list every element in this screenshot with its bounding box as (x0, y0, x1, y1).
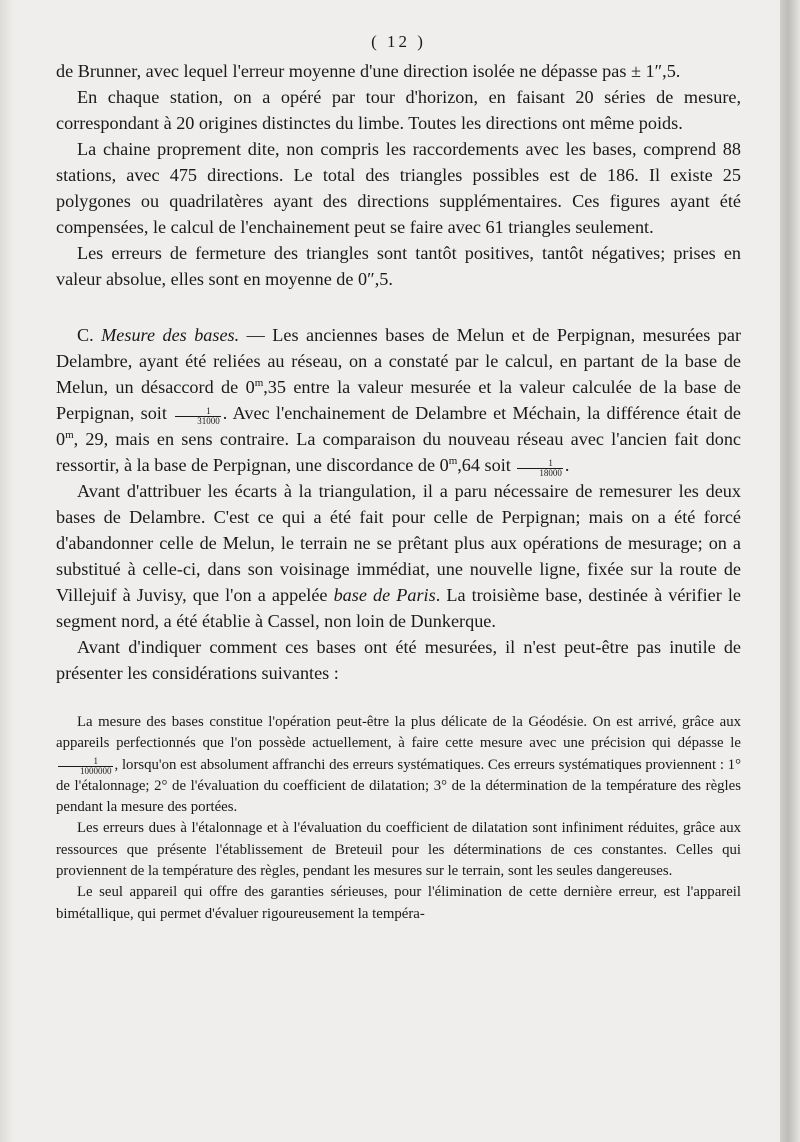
small-paragraph-1-text-a: La mesure des bases constitue l'opération peut-être la plus délicate de la Géodésie. On est arrivé, grâce aux appareils perfectionnés que l'on possède actuellement, à faire cette mesure avec une précision qui dépasse le (56, 714, 741, 752)
paragraph-2: En chaque station, on a opéré par tour d'horizon, en faisant 20 séries de mesure, correspondant à 20 origines distinctes du limbe. Toutes les directions ont même poids. (56, 87, 741, 133)
paragraph-4: Les erreurs de fermeture des triangles sont tantôt positives, tantôt négatives; prises en valeur absolue, elles sont en moyenne de 0″,5. (56, 243, 741, 289)
section-c-text-a: — Les anciennes bases de Melun et de Perpignan, mesurées par Delambre, ayant été reliées au réseau, on a constaté par le calcul, en partant de la base de Melun, un désaccord de 0 (56, 325, 741, 397)
small-paragraph-1 (56, 712, 741, 818)
section-c-text-d: , 29, mais en sens contraire. La comparaison du nouveau réseau avec l'ancien fait donc ressortir, à la base de Perpignan, une discordance de 0 (56, 429, 741, 475)
page-content (56, 32, 741, 925)
page-edge-right (780, 0, 800, 1142)
paragraph-section-c (56, 322, 741, 478)
section-title: Mesure des bases. (101, 325, 240, 345)
section-c-text-e: ,64 soit (457, 455, 516, 475)
paragraph-6-end: . La troisième base, destinée à vérifier le segment nord, a été établie à Cassel, non loin de Dunkerque. (56, 585, 741, 631)
section-c-text-f: . (564, 455, 570, 475)
fraction-2-numerator: 1 (517, 459, 563, 469)
fraction-3-numerator: 1 (58, 757, 113, 767)
fraction-1-denominator: 31000 (197, 416, 220, 426)
section-gap (56, 292, 741, 322)
fraction-1 (175, 407, 221, 426)
unit-m-3: m (448, 454, 458, 467)
small-paragraph-3: Le seul appareil qui offre des garanties sérieuses, pour l'élimination de cette dernière erreur, est l'appareil bimétallique, qui permet d'évaluer rigoureusement la tempéra- (56, 884, 741, 922)
section-label: C. (77, 325, 94, 345)
paragraph-3: La chaine proprement dite, non compris les raccordements avec les bases, comprend 88 stations, avec 475 directions. Le total des triangles possibles est de 186. Il existe 25 polygones ou quadrilatères ayant des directions supplémentaires. Ces figures ayant été compensées, le calcul de l'enchainement peut se faire avec 61 triangles seulement. (56, 139, 741, 237)
paragraph-7: Avant d'indiquer comment ces bases ont été mesurées, il n'est peut-être pas inutile de présenter les considérations suivantes : (56, 637, 741, 683)
paragraph-6 (56, 478, 741, 634)
fraction-1-numerator: 1 (175, 407, 221, 417)
section-c-text-c: . Avec l'enchainement de Delambre et Méchain, la différence était de 0 (56, 403, 741, 449)
fraction-3 (58, 757, 113, 776)
page-edge-left (0, 0, 14, 1142)
small-print-block (56, 712, 741, 925)
fraction-2 (517, 459, 563, 478)
fraction-3-denominator: 1000000 (80, 765, 112, 776)
paragraph-6-text: Avant d'attribuer les écarts à la triangulation, il a paru nécessaire de remesurer les deux bases de Delambre. C'est ce qui a été fait pour celle de Perpignan; mais on a été forcé d'abandonner celle de Melun, le terrain ne se prêtant plus aux opérations de mesurage; on a substitué à celle-ci, dans son voisinage immédiat, une nouvelle ligne, fixée sur la route de Villejuif à Juvisy, que l'on a appelée (56, 481, 741, 605)
fraction-2-denominator: 18000 (539, 468, 562, 478)
section-c-text-b: ,35 entre la valeur mesurée et la valeur calculée de la base de Perpignan, soit (56, 377, 741, 423)
unit-m-1: m (254, 376, 264, 389)
small-paragraph-1-text-b: , lorsqu'on est absolument affranchi des erreurs systématiques. Ces erreurs systématiques proviennent : 1° de l'étalonnage; 2° de l'évaluation du coefficient de dilatation; 3° de la détermination de la température des règles pendant la mesure des portées. (56, 756, 741, 816)
small-paragraph-2: Les erreurs dues à l'étalonnage et à l'évaluation du coefficient de dilatation sont infiniment réduites, grâce aux ressources que présente l'établissement de Breteuil pour les déterminations de ces constantes. Celles qui proviennent de la température des règles, pendant les mesures sur le terrain, sont les seules dangereuses. (56, 820, 741, 880)
unit-m-2: m (65, 428, 74, 441)
paragraph-1: de Brunner, avec lequel l'erreur moyenne d'une direction isolée ne dépasse pas ± 1″,5. (56, 61, 681, 81)
base-de-paris: base de Paris (333, 585, 436, 605)
page-number: ( 12 ) (371, 32, 426, 51)
